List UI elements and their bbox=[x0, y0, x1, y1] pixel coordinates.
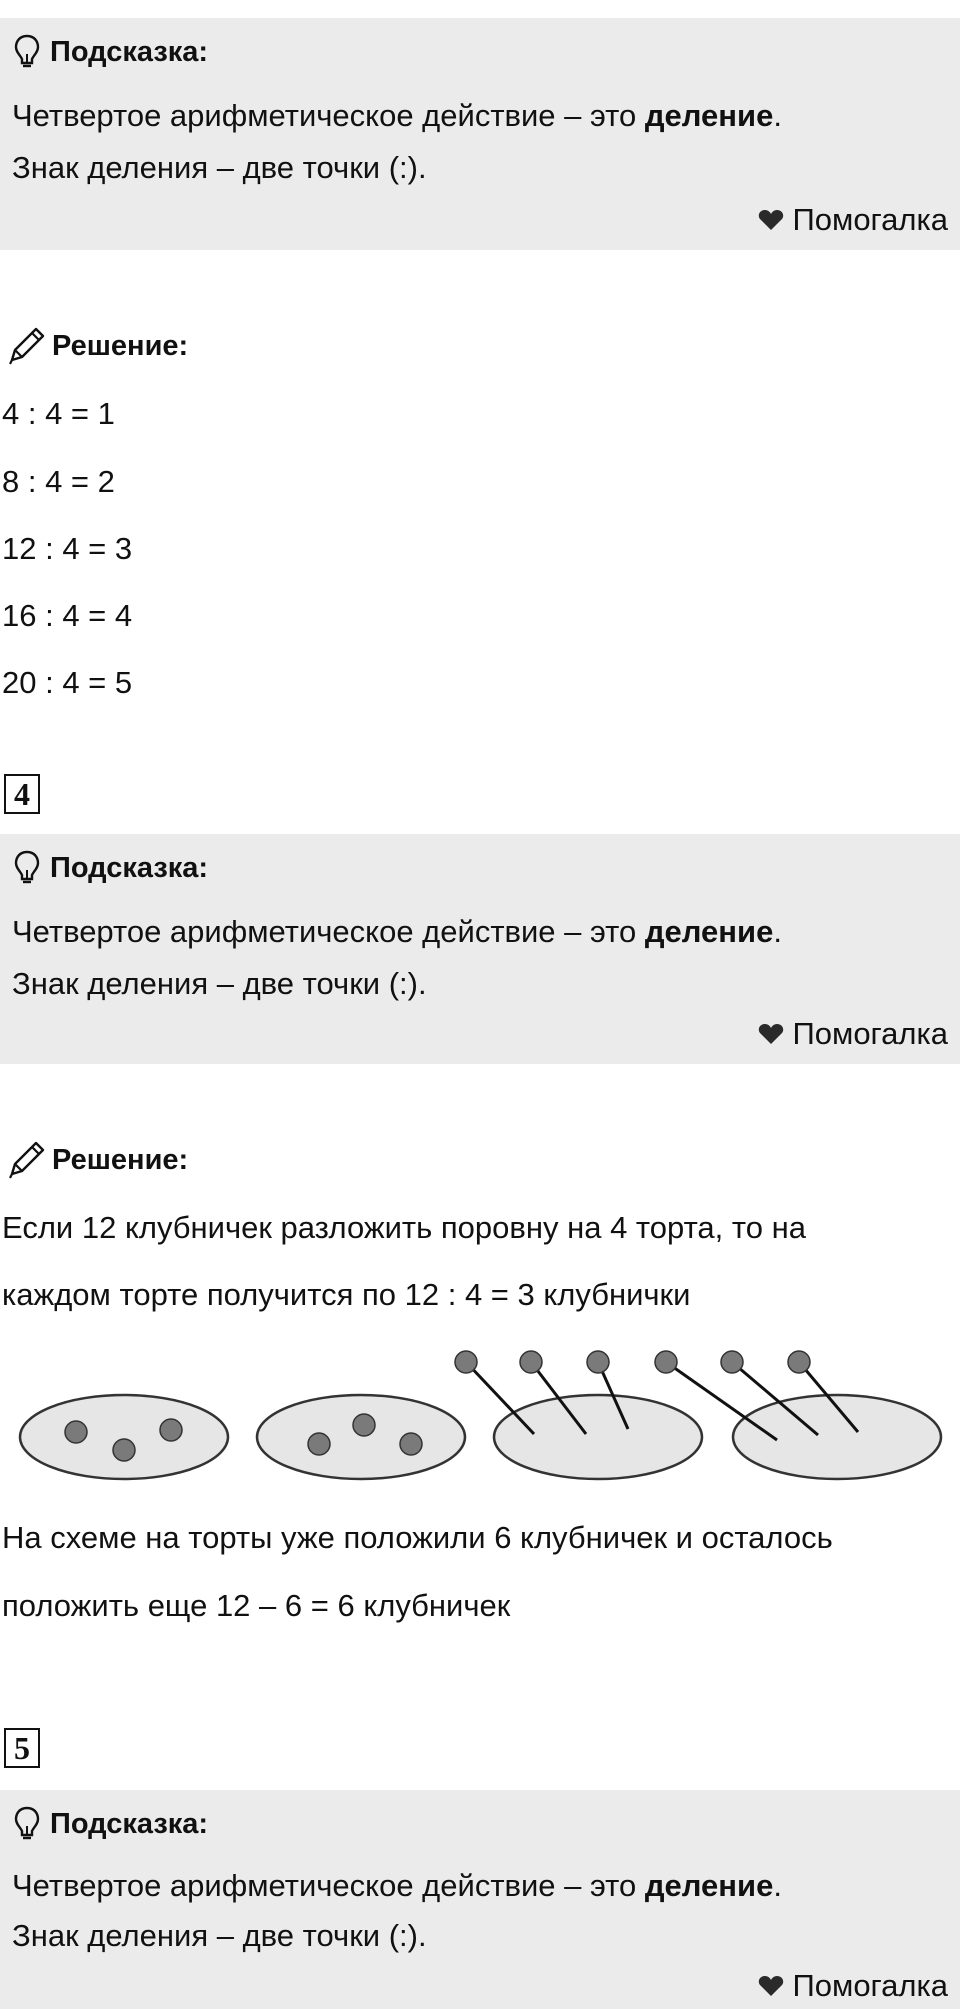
strawberry-dot bbox=[160, 1419, 182, 1441]
hint-bold-word: деление bbox=[644, 98, 774, 133]
lightbulb-icon bbox=[14, 850, 40, 886]
brand-label bbox=[758, 1968, 948, 2004]
solution-text-line: положить еще 12 – 6 = 6 клубничек bbox=[2, 1588, 511, 1623]
hint-box bbox=[0, 834, 960, 1064]
brand-text: Помогалка bbox=[792, 1016, 948, 1051]
cakes-diagram bbox=[0, 1340, 960, 1500]
hint-text-line-1: Четвертое арифметическое действие – это деление. bbox=[12, 914, 782, 949]
lightbulb-icon bbox=[14, 34, 40, 70]
hint-bold-word: деление bbox=[644, 1868, 774, 1903]
hint-header bbox=[14, 850, 208, 886]
hint-bold-word: деление bbox=[644, 914, 774, 949]
hint-title: Подсказка: bbox=[50, 35, 209, 68]
hint-text-line-2: Знак деления – две точки (:). bbox=[12, 966, 427, 1001]
brand-text: Помогалка bbox=[792, 202, 948, 237]
solution-text-line: Если 12 клубничек разложить поровну на 4 торта, то на bbox=[2, 1210, 806, 1245]
brand-label bbox=[758, 202, 948, 238]
heart-icon bbox=[758, 1975, 784, 1997]
strawberry-dot bbox=[455, 1351, 477, 1373]
hint-text-line-2: Знак деления – две точки (:). bbox=[12, 1918, 427, 1953]
hint-text-line-1: Четвертое арифметическое действие – это деление. bbox=[12, 1868, 782, 1903]
strawberry-dot bbox=[65, 1421, 87, 1443]
lightbulb-icon bbox=[14, 1806, 40, 1842]
strawberry-dot bbox=[353, 1414, 375, 1436]
cake-ellipse bbox=[257, 1395, 465, 1479]
strawberry-dot bbox=[587, 1351, 609, 1373]
solution-title: Решение: bbox=[52, 1143, 189, 1176]
heart-icon bbox=[758, 1023, 784, 1045]
equation-line: 20 : 4 = 5 bbox=[2, 665, 133, 700]
hint-title: Подсказка: bbox=[50, 851, 209, 884]
heart-icon bbox=[758, 209, 784, 231]
equation-line: 12 : 4 = 3 bbox=[2, 531, 133, 566]
solution-header bbox=[6, 1140, 188, 1180]
cake-ellipse bbox=[20, 1395, 228, 1479]
pencil-icon bbox=[6, 1140, 46, 1180]
solution-text-line: На схеме на торты уже положили 6 клубничек и осталось bbox=[2, 1520, 833, 1555]
strawberry-dot bbox=[655, 1351, 677, 1373]
strawberry-dot bbox=[520, 1351, 542, 1373]
task-number: 4 bbox=[4, 774, 40, 814]
equation-line: 8 : 4 = 2 bbox=[2, 464, 115, 499]
solution-title: Решение: bbox=[52, 329, 189, 362]
equation-line: 4 : 4 = 1 bbox=[2, 396, 115, 431]
equation-line: 16 : 4 = 4 bbox=[2, 598, 133, 633]
brand-text: Помогалка bbox=[792, 1968, 948, 2003]
hint-title: Подсказка: bbox=[50, 1807, 209, 1840]
hint-header bbox=[14, 34, 208, 70]
hint-text-line-1: Четвертое арифметическое действие – это деление. bbox=[12, 98, 782, 133]
hint-box bbox=[0, 18, 960, 250]
strawberry-dot bbox=[400, 1433, 422, 1455]
strawberry-dot bbox=[788, 1351, 810, 1373]
hint-box bbox=[0, 1790, 960, 2009]
solution-text-line: каждом торте получится по 12 : 4 = 3 клубнички bbox=[2, 1277, 691, 1312]
strawberry-dot bbox=[113, 1439, 135, 1461]
pencil-icon bbox=[6, 326, 46, 366]
solution-header bbox=[6, 326, 188, 366]
hint-header bbox=[14, 1806, 208, 1842]
cake-ellipse bbox=[494, 1395, 702, 1479]
strawberry-dot bbox=[308, 1433, 330, 1455]
strawberry-dot bbox=[721, 1351, 743, 1373]
brand-label bbox=[758, 1016, 948, 1052]
task-number: 5 bbox=[4, 1728, 40, 1768]
hint-text-line-2: Знак деления – две точки (:). bbox=[12, 150, 427, 185]
